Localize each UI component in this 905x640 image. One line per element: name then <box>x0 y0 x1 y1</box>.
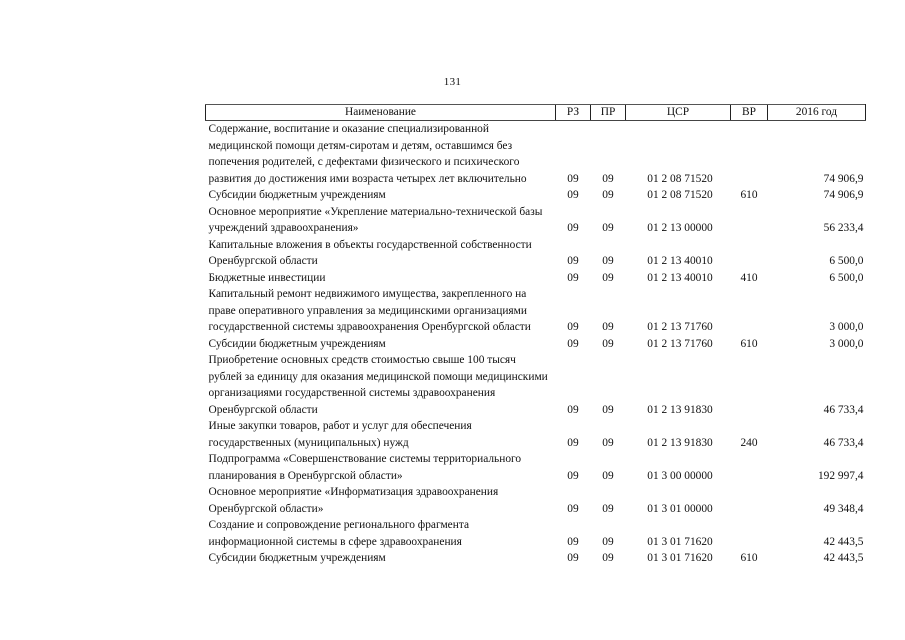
row-pr: 09 <box>602 552 614 564</box>
row-rz: 09 <box>567 172 579 185</box>
row-sum: 46 733,4 <box>823 403 864 416</box>
row-rz: 09 <box>567 469 579 482</box>
row-name: Субсидии бюджетным учреждениям <box>208 189 386 201</box>
row-name: Основное мероприятие «Информатизация здравоохранения Оренбургской области» <box>208 486 499 515</box>
table-row <box>206 451 866 484</box>
row-name: Содержание, воспитание и оказание специализированной медицинской помощи детям-сиротам и детям, оставшимся без попечения родителей, с дефектами физического и психического развития до достижения ими возраста четырех лет включительно <box>208 123 527 185</box>
row-vr <box>731 484 768 517</box>
row-vr <box>731 451 768 484</box>
row-csr: 01 2 13 91830 <box>647 403 713 416</box>
row-rz: 09 <box>567 271 579 284</box>
table-row <box>206 418 866 451</box>
table-row <box>206 121 866 188</box>
table-body <box>206 121 866 567</box>
row-vr <box>731 517 768 550</box>
header-csr: ЦСР <box>626 105 731 121</box>
row-csr: 01 2 13 71760 <box>647 321 713 333</box>
page-number: 131 <box>443 76 462 88</box>
table-row <box>206 484 866 517</box>
row-rz: 09 <box>567 255 579 267</box>
row-vr <box>731 121 768 188</box>
row-sum: 42 443,5 <box>823 552 864 564</box>
table-row <box>206 352 866 418</box>
row-pr: 09 <box>602 321 614 333</box>
row-vr <box>731 204 768 237</box>
row-rz: 09 <box>567 222 579 234</box>
row-pr: 09 <box>602 436 614 449</box>
row-sum: 192 997,4 <box>817 469 864 482</box>
row-name: Капитальный ремонт недвижимого имущества, закрепленного на праве оперативного управления за медицинскими организациями государственной системы здравоохранения Оренбургской области <box>208 288 531 333</box>
row-name: Капитальные вложения в объекты государственной собственности Оренбургской области <box>208 238 532 267</box>
row-name: Подпрограмма «Совершенствование системы территориального планирования в Оренбургской области» <box>208 453 522 482</box>
header-pr: ПР <box>591 105 626 121</box>
row-pr: 09 <box>602 535 614 548</box>
row-sum: 56 233,4 <box>823 222 864 234</box>
row-vr: 610 <box>740 337 758 350</box>
row-csr: 01 3 01 71620 <box>647 552 713 564</box>
row-name: Бюджетные инвестиции <box>208 271 326 284</box>
table-row <box>206 286 866 336</box>
row-sum: 42 443,5 <box>823 535 864 548</box>
row-rz: 09 <box>567 436 579 449</box>
header-year: 2016 год <box>768 105 866 121</box>
row-csr: 01 2 13 00000 <box>647 222 713 234</box>
row-sum: 74 906,9 <box>823 189 864 201</box>
row-sum: 3 000,0 <box>829 337 864 350</box>
row-pr: 09 <box>602 255 614 267</box>
budget-table <box>205 104 866 567</box>
row-vr <box>731 237 768 270</box>
row-rz: 09 <box>567 337 579 350</box>
row-pr: 09 <box>602 337 614 350</box>
table-row <box>206 204 866 237</box>
row-csr: 01 3 01 71620 <box>647 535 713 548</box>
row-pr: 09 <box>602 172 614 185</box>
table-header-row <box>206 105 866 121</box>
row-name: Приобретение основных средств стоимостью свыше 100 тысяч рублей за единицу для оказания медицинской помощи медицинскими организациями государственной системы здравоохранения Оренбургской области <box>208 354 548 416</box>
row-vr: 610 <box>740 189 758 201</box>
row-pr: 09 <box>602 403 614 416</box>
row-pr: 09 <box>602 469 614 482</box>
row-csr: 01 3 00 00000 <box>647 469 713 482</box>
row-pr: 09 <box>602 189 614 201</box>
table-row <box>206 187 866 204</box>
table-row <box>206 517 866 550</box>
row-sum: 49 348,4 <box>823 502 864 515</box>
row-rz: 09 <box>567 321 579 333</box>
row-rz: 09 <box>567 535 579 548</box>
header-vr: ВР <box>731 105 768 121</box>
row-vr: 240 <box>740 436 758 449</box>
row-csr: 01 2 13 40010 <box>647 271 713 284</box>
row-csr: 01 2 08 71520 <box>647 189 713 201</box>
row-rz: 09 <box>567 403 579 416</box>
row-vr <box>731 286 768 336</box>
row-vr <box>731 352 768 418</box>
row-name: Субсидии бюджетным учреждениям <box>208 552 386 564</box>
row-sum: 3 000,0 <box>829 321 864 333</box>
row-rz: 09 <box>567 552 579 564</box>
row-csr: 01 3 01 00000 <box>647 502 713 515</box>
row-csr: 01 2 08 71520 <box>647 172 713 185</box>
row-csr: 01 2 13 40010 <box>647 255 713 267</box>
row-name: Иные закупки товаров, работ и услуг для обеспечения государственных (муниципальных) нужд <box>208 420 472 449</box>
table-row <box>206 270 866 287</box>
row-rz: 09 <box>567 502 579 515</box>
row-vr: 410 <box>740 271 758 284</box>
row-csr: 01 2 13 91830 <box>647 436 713 449</box>
row-sum: 46 733,4 <box>823 436 864 449</box>
row-name: Субсидии бюджетным учреждениям <box>208 337 386 350</box>
header-rz: РЗ <box>556 105 591 121</box>
row-vr: 610 <box>740 552 758 564</box>
table-row <box>206 237 866 270</box>
table-row <box>206 550 866 567</box>
row-sum: 6 500,0 <box>829 255 864 267</box>
row-csr: 01 2 13 71760 <box>647 337 713 350</box>
row-sum: 6 500,0 <box>829 271 864 284</box>
row-rz: 09 <box>567 189 579 201</box>
row-pr: 09 <box>602 222 614 234</box>
row-name: Создание и сопровождение регионального фрагмента информационной системы в сфере здравоохранения <box>208 519 469 548</box>
table-row <box>206 336 866 353</box>
row-pr: 09 <box>602 502 614 515</box>
header-name: Наименование <box>206 105 556 121</box>
row-pr: 09 <box>602 271 614 284</box>
row-sum: 74 906,9 <box>823 172 864 185</box>
row-name: Основное мероприятие «Укрепление материально-технической базы учреждений здравоохранения» <box>208 205 543 234</box>
